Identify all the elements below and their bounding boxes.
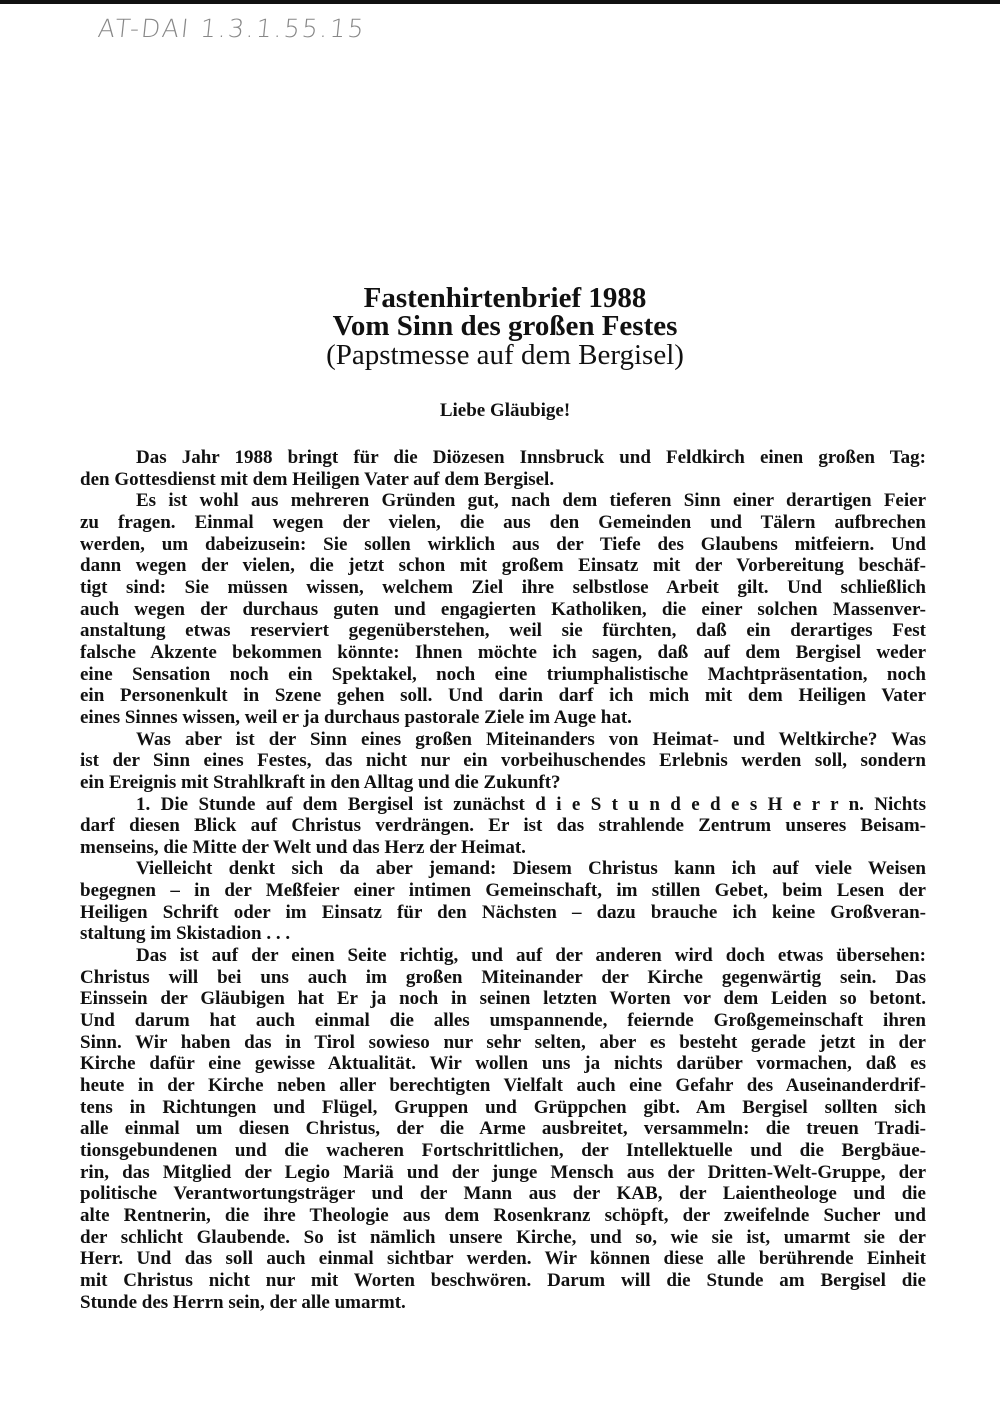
text-line: Was aber ist der Sinn eines großen Miteinanders von Heimat- und Weltkirche? Was — [136, 728, 926, 750]
salutation: Liebe Gläubige! — [439, 400, 571, 421]
text-line: alte Rentnerin, die ihre Theologie aus dem Rosenkranz schöpft, der zweifelnde Sucher und — [80, 1204, 926, 1226]
letter-body — [80, 447, 926, 1313]
text-line: mit Christus nicht nur mit Worten beschwören. Darum will die Stunde am Bergisel die — [80, 1269, 926, 1291]
text-line: eine Sensation noch ein Spektakel, noch eine triumphalistische Machtpräsentation, noch — [80, 663, 926, 685]
text-line: Einssein der Gläubigen hat Er ja noch in seinen letzten Worten vor dem Leiden so betont. — [80, 988, 926, 1010]
text-line: werden, um dabeizusein: Sie sollen wirklich aus der Tiefe des Glaubens mitfeiern. Und — [80, 533, 926, 555]
paragraph — [80, 945, 926, 1313]
document-subtitle-parenthetical: (Papstmesse auf dem Bergisel) — [326, 339, 684, 371]
text-line: begegnen – in der Meßfeier einer intimen Gemeinschaft, im stillen Gebet, beim Lesen der — [80, 880, 926, 902]
text-line: heute in der Kirche neben aller berechtigten Vielfalt auch eine Gefahr des Auseinanderdrif- — [80, 1075, 926, 1097]
text-line: auch wegen der durchaus guten und engagierten Katholiken, die einer solchen Massenver- — [80, 598, 926, 620]
text-line: menseins, die Mitte der Welt und das Herz der Heimat. — [80, 836, 526, 858]
paragraph — [80, 858, 926, 945]
text-line: tigt sind: Sie müssen wissen, welchem Ziel ihre selbstlose Arbeit gilt. Und schließlich — [80, 576, 926, 598]
text-line: politische Verantwortungsträger und der Mann aus der KAB, der Laientheologe und die — [80, 1183, 926, 1205]
text-line: Es ist wohl aus mehreren Gründen gut, nach dem tieferen Sinn einer derartigen Feier — [136, 490, 926, 512]
text-line: staltung im Skistadion . . . — [80, 923, 291, 945]
paragraph — [80, 729, 926, 794]
text-line: Heiligen Schrift oder im Einsatz für den Nächsten – dazu brauche ich keine Großveran- — [80, 901, 926, 923]
text-line: tens in Richtungen und Flügel, Gruppen und Grüppchen gibt. Am Bergisel sollten sich — [80, 1096, 926, 1118]
text-line: Das Jahr 1988 bringt für die Diözesen Innsbruck und Feldkirch einen großen Tag: — [136, 447, 926, 468]
text-line: Das ist auf der einen Seite richtig, und auf der anderen wird doch etwas übersehen: — [136, 945, 926, 967]
paragraph — [80, 447, 926, 490]
text-line: 1. Die Stunde auf dem Bergisel ist zunächst d i e S t u n d e d e s H e r r n. Nichts — [136, 793, 926, 815]
text-line: zu fragen. Einmal wegen der vielen, die aus den Gemeinden und Tälern aufbrechen — [80, 511, 926, 533]
text-line: rin, das Mitglied der Legio Mariä und der junge Mensch aus der Dritten-Welt-Gruppe, der — [80, 1161, 926, 1183]
text-line: Und darum hat auch einmal die alles umspannende, feiernde Großgemeinschaft ihren — [80, 1010, 926, 1032]
text-line: der schlicht Glaubende. So ist nämlich unsere Kirche, und so, wie sie ist, umarmt sie der — [80, 1226, 926, 1248]
text-line: ein Personenkult in Szene gehen soll. Und darin darf ich mich mit dem Heiligen Vater — [80, 685, 926, 707]
text-line: Christus will bei uns auch im großen Miteinander der Kirche gegenwärtig sein. Das — [80, 966, 926, 988]
scan-border — [0, 0, 1000, 4]
text-line: anstaltung etwas reserviert gegenüberstehen, weil sie fürchten, daß ein derartiges Fest — [80, 620, 926, 642]
text-line: ein Ereignis mit Strahlkraft in den Alltag und die Zukunft? — [80, 771, 561, 793]
document-subtitle: Vom Sinn des großen Festes — [332, 310, 678, 342]
text-line: dann wegen der vielen, die jetzt schon mit großem Einsatz mit der Vorbereitung beschäf- — [80, 555, 926, 577]
text-line: alle einmal um diesen Christus, der die Arme ausbreitet, versammeln: die treuen Tradi- — [80, 1118, 926, 1140]
text-line: den Gottesdienst mit dem Heiligen Vater auf dem Bergisel. — [80, 468, 555, 490]
document-title: Fastenhirtenbrief 1988 — [363, 282, 647, 314]
text-line: eines Sinnes wissen, weil er ja durchaus pastorale Ziele im Auge hat. — [80, 706, 632, 728]
text-line: Stunde des Herrn sein, der alle umarmt. — [80, 1291, 406, 1313]
text-line: Herr. Und das soll auch einmal sichtbar werden. Wir können diese alle berührende Einheit — [80, 1248, 926, 1270]
paragraph — [80, 490, 926, 728]
text-line: falsche Akzente bekommen könnte: Ihnen möchte ich sagen, daß auf dem Bergisel weder — [80, 641, 926, 663]
text-line: Sinn. Wir haben das in Tirol sowieso nur sehr selten, aber es besteht gerade jetzt in der — [80, 1031, 926, 1053]
paragraph — [80, 794, 926, 859]
archive-signature-handwritten: AT-DAI 1.3.1.55.15 — [96, 14, 368, 43]
text-line: Kirche dafür eine gewisse Aktualität. Wir wollen uns ja nichts darüber vormachen, daß es — [80, 1053, 926, 1075]
text-line: ist der Sinn eines Festes, das nicht nur ein vorbeihuschendes Erlebnis werden soll, sondern — [80, 750, 926, 772]
text-line: darf diesen Blick auf Christus verdrängen. Er ist das strahlende Zentrum unseres Beisam- — [80, 815, 926, 837]
text-line: Vielleicht denkt sich da aber jemand: Diesem Christus kann ich auf viele Weisen — [136, 858, 926, 880]
text-line: tionsgebundenen und die wacheren Fortschrittlichen, der Intellektuelle und die Bergbäue- — [80, 1140, 926, 1161]
